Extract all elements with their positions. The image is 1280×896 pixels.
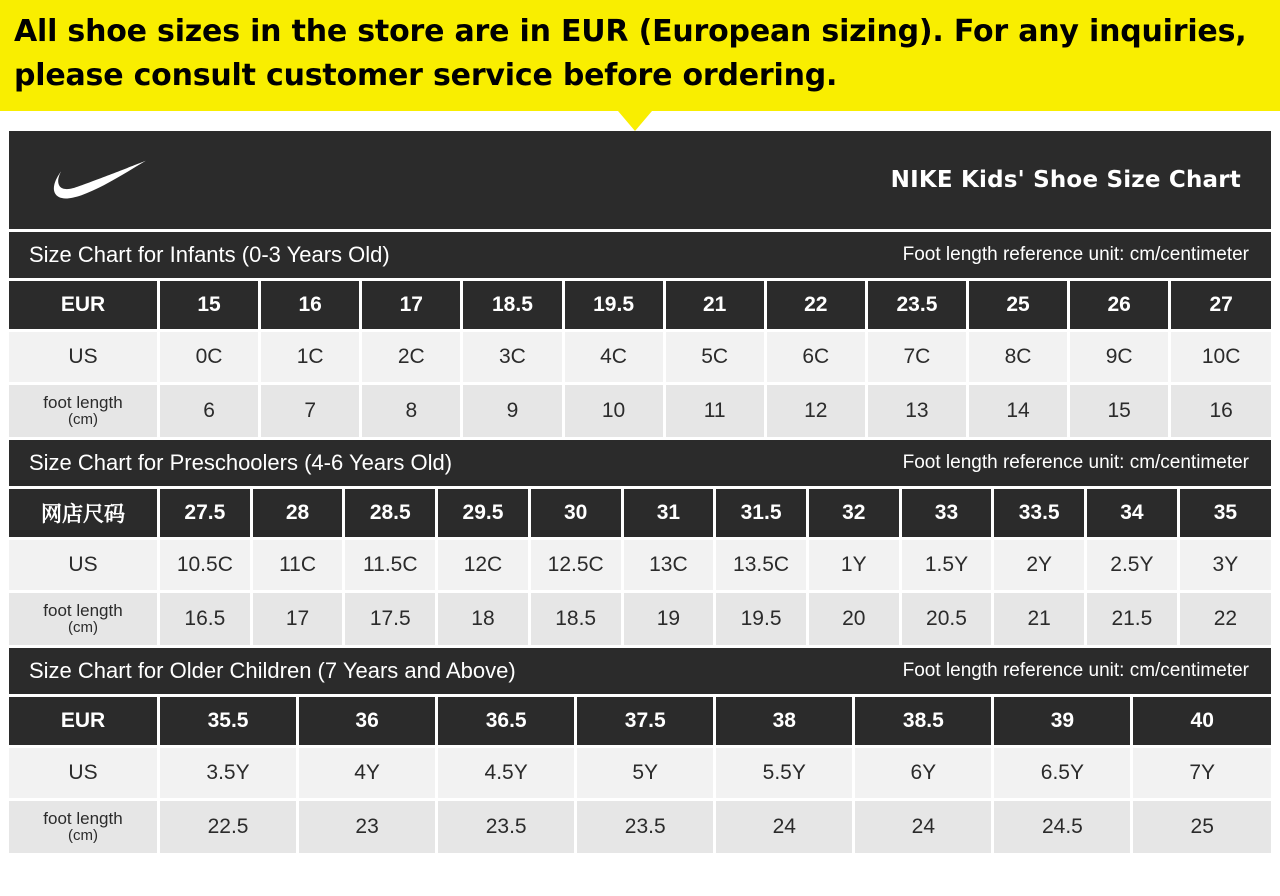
section-head-older-children bbox=[9, 645, 1271, 697]
table-cell: 19.5 bbox=[563, 281, 664, 331]
table-row bbox=[9, 747, 1271, 800]
table-row bbox=[9, 331, 1271, 384]
table-cell: 21 bbox=[993, 592, 1086, 646]
table-cell: 18.5 bbox=[529, 592, 622, 646]
table-cell: 29.5 bbox=[437, 489, 530, 539]
table-row bbox=[9, 697, 1271, 747]
table-cell: 9 bbox=[462, 384, 563, 438]
table-cell: 5.5Y bbox=[715, 747, 854, 800]
table-cell: 5Y bbox=[576, 747, 715, 800]
table-cell: 38.5 bbox=[854, 697, 993, 747]
notice-banner-pointer bbox=[618, 111, 652, 131]
table-cell: 8C bbox=[968, 331, 1069, 384]
table-row bbox=[9, 592, 1271, 646]
table-cell: 40 bbox=[1132, 697, 1271, 747]
table-cell: 17 bbox=[361, 281, 462, 331]
row-label bbox=[9, 384, 159, 438]
table-cell: 6C bbox=[765, 331, 866, 384]
table-cell: 6 bbox=[159, 384, 260, 438]
table-row bbox=[9, 800, 1271, 854]
row-label: EUR bbox=[9, 697, 159, 747]
table-cell: 10.5C bbox=[159, 539, 252, 592]
table-cell: 39 bbox=[993, 697, 1132, 747]
table-cell: 2Y bbox=[993, 539, 1086, 592]
table-cell: 20.5 bbox=[900, 592, 993, 646]
section-title: Size Chart for Preschoolers (4-6 Years Old) bbox=[29, 450, 453, 475]
row-label: US bbox=[9, 539, 159, 592]
table-cell: 11C bbox=[251, 539, 344, 592]
table-cell: 22 bbox=[765, 281, 866, 331]
row-label-text: foot length bbox=[43, 601, 123, 621]
table-cell: 23.5 bbox=[437, 800, 576, 854]
chart-title: NIKE Kids' Shoe Size Chart bbox=[890, 167, 1241, 193]
table-cell: 6Y bbox=[854, 747, 993, 800]
section-note: Foot length reference unit: cm/centimeter bbox=[902, 244, 1249, 265]
table-cell: 38 bbox=[715, 697, 854, 747]
table-cell: 19.5 bbox=[715, 592, 808, 646]
row-label bbox=[9, 592, 159, 646]
table-cell: 18 bbox=[437, 592, 530, 646]
section-title: Size Chart for Infants (0-3 Years Old) bbox=[29, 242, 390, 267]
notice-banner-text: All shoe sizes in the store are in EUR (European sizing). For any inquiries, please consult customer service before ordering. bbox=[14, 14, 1247, 93]
table-cell: 23.5 bbox=[576, 800, 715, 854]
table-cell: 7 bbox=[260, 384, 361, 438]
table-cell: 13.5C bbox=[715, 539, 808, 592]
table-cell: 10C bbox=[1170, 331, 1271, 384]
row-label-unit: (cm) bbox=[68, 827, 98, 845]
table-cell: 36.5 bbox=[437, 697, 576, 747]
table-cell: 9C bbox=[1069, 331, 1170, 384]
section-title: Size Chart for Older Children (7 Years and Above) bbox=[29, 658, 516, 683]
table-cell: 17.5 bbox=[344, 592, 437, 646]
section-note: Foot length reference unit: cm/centimeter bbox=[902, 452, 1249, 473]
table-cell: 16 bbox=[260, 281, 361, 331]
table-cell: 13 bbox=[866, 384, 967, 438]
table-cell: 12 bbox=[765, 384, 866, 438]
table-cell: 24.5 bbox=[993, 800, 1132, 854]
table-cell: 21.5 bbox=[1086, 592, 1179, 646]
chart-header bbox=[9, 131, 1271, 229]
table-preschoolers bbox=[9, 489, 1271, 645]
row-label-text: foot length bbox=[43, 393, 123, 413]
table-cell: 28 bbox=[251, 489, 344, 539]
section-note: Foot length reference unit: cm/centimeter bbox=[902, 660, 1249, 681]
table-cell: 25 bbox=[1132, 800, 1271, 854]
section-head-infants bbox=[9, 229, 1271, 281]
table-cell: 11.5C bbox=[344, 539, 437, 592]
table-cell: 7C bbox=[866, 331, 967, 384]
table-cell: 33 bbox=[900, 489, 993, 539]
table-cell: 4.5Y bbox=[437, 747, 576, 800]
table-cell: 1Y bbox=[807, 539, 900, 592]
table-cell: 22 bbox=[1178, 592, 1271, 646]
table-cell: 11 bbox=[664, 384, 765, 438]
table-cell: 35.5 bbox=[159, 697, 298, 747]
row-label-unit: (cm) bbox=[68, 619, 98, 637]
table-cell: 0C bbox=[159, 331, 260, 384]
table-cell: 30 bbox=[529, 489, 622, 539]
row-label: 网店尺码 bbox=[9, 489, 159, 539]
table-cell: 28.5 bbox=[344, 489, 437, 539]
table-cell: 22.5 bbox=[159, 800, 298, 854]
row-label: EUR bbox=[9, 281, 159, 331]
table-cell: 31.5 bbox=[715, 489, 808, 539]
table-cell: 19 bbox=[622, 592, 715, 646]
table-cell: 31 bbox=[622, 489, 715, 539]
table-cell: 23 bbox=[298, 800, 437, 854]
row-label-text: foot length bbox=[43, 809, 123, 829]
table-cell: 12C bbox=[437, 539, 530, 592]
table-cell: 2C bbox=[361, 331, 462, 384]
nike-swoosh-icon bbox=[53, 160, 149, 200]
table-cell: 15 bbox=[1069, 384, 1170, 438]
table-cell: 23.5 bbox=[866, 281, 967, 331]
table-row bbox=[9, 539, 1271, 592]
table-cell: 2.5Y bbox=[1086, 539, 1179, 592]
table-cell: 17 bbox=[251, 592, 344, 646]
table-cell: 24 bbox=[854, 800, 993, 854]
table-cell: 27 bbox=[1170, 281, 1271, 331]
row-label: US bbox=[9, 747, 159, 800]
table-cell: 18.5 bbox=[462, 281, 563, 331]
table-cell: 3.5Y bbox=[159, 747, 298, 800]
table-cell: 10 bbox=[563, 384, 664, 438]
table-cell: 4C bbox=[563, 331, 664, 384]
table-infants bbox=[9, 281, 1271, 437]
table-cell: 37.5 bbox=[576, 697, 715, 747]
row-label-unit: (cm) bbox=[68, 411, 98, 429]
table-cell: 1C bbox=[260, 331, 361, 384]
table-cell: 7Y bbox=[1132, 747, 1271, 800]
table-cell: 16.5 bbox=[159, 592, 252, 646]
table-row bbox=[9, 489, 1271, 539]
table-cell: 20 bbox=[807, 592, 900, 646]
table-cell: 8 bbox=[361, 384, 462, 438]
table-older-children bbox=[9, 697, 1271, 853]
table-cell: 5C bbox=[664, 331, 765, 384]
section-head-preschoolers bbox=[9, 437, 1271, 489]
table-cell: 14 bbox=[968, 384, 1069, 438]
table-cell: 3C bbox=[462, 331, 563, 384]
table-cell: 35 bbox=[1178, 489, 1271, 539]
table-cell: 26 bbox=[1069, 281, 1170, 331]
table-cell: 33.5 bbox=[993, 489, 1086, 539]
table-row bbox=[9, 281, 1271, 331]
table-cell: 4Y bbox=[298, 747, 437, 800]
table-cell: 6.5Y bbox=[993, 747, 1132, 800]
size-chart bbox=[9, 131, 1271, 853]
table-cell: 34 bbox=[1086, 489, 1179, 539]
table-cell: 25 bbox=[968, 281, 1069, 331]
table-cell: 13C bbox=[622, 539, 715, 592]
table-cell: 15 bbox=[159, 281, 260, 331]
table-cell: 21 bbox=[664, 281, 765, 331]
table-cell: 3Y bbox=[1178, 539, 1271, 592]
table-cell: 16 bbox=[1170, 384, 1271, 438]
table-cell: 12.5C bbox=[529, 539, 622, 592]
table-cell: 27.5 bbox=[159, 489, 252, 539]
table-cell: 32 bbox=[807, 489, 900, 539]
table-cell: 24 bbox=[715, 800, 854, 854]
table-row bbox=[9, 384, 1271, 438]
row-label bbox=[9, 800, 159, 854]
row-label: US bbox=[9, 331, 159, 384]
table-cell: 36 bbox=[298, 697, 437, 747]
table-cell: 1.5Y bbox=[900, 539, 993, 592]
notice-banner bbox=[0, 0, 1280, 111]
